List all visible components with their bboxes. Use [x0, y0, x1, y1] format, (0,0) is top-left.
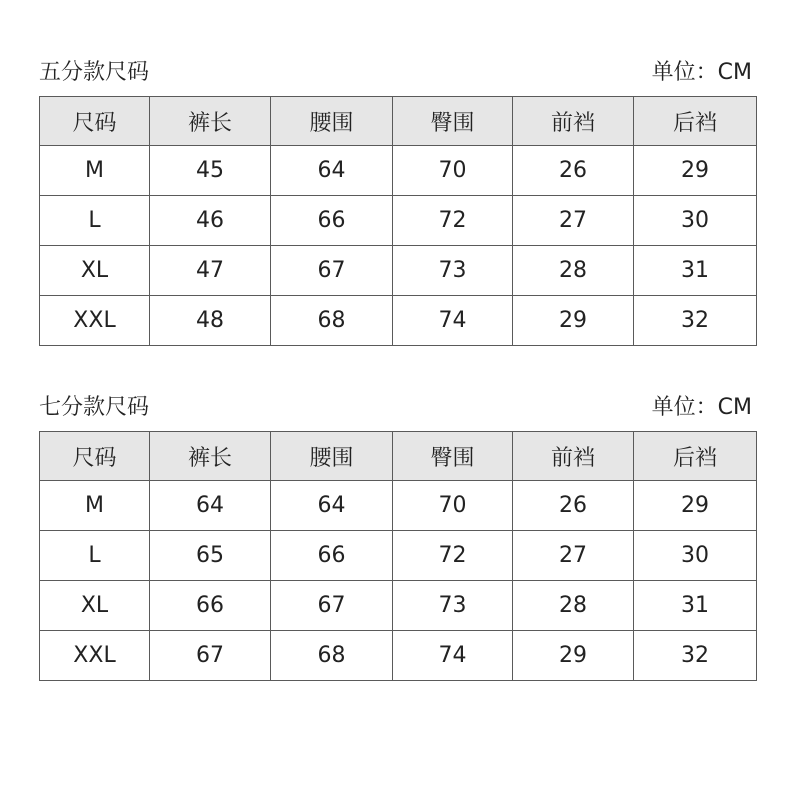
header-front-rise: 前裆 [513, 432, 634, 481]
table-cell: 46 [150, 196, 271, 246]
table-cell: 73 [393, 246, 513, 296]
table-cell: 32 [634, 631, 757, 681]
size-section-five-point [39, 58, 756, 333]
table-row [40, 631, 757, 681]
table-cell: 29 [513, 296, 634, 346]
table-cell: 30 [634, 196, 757, 246]
table-cell: 47 [150, 246, 271, 296]
header-back-rise: 后裆 [634, 432, 757, 481]
table-row [40, 296, 757, 346]
section-header [39, 393, 756, 431]
table-cell: 66 [150, 581, 271, 631]
header-waist: 腰围 [271, 97, 393, 146]
table-cell: L [40, 196, 150, 246]
table-cell: 64 [150, 481, 271, 531]
table-cell: 31 [634, 581, 757, 631]
header-size: 尺码 [40, 432, 150, 481]
table-cell: 26 [513, 146, 634, 196]
table-row [40, 531, 757, 581]
header-waist: 腰围 [271, 432, 393, 481]
section-header [39, 58, 756, 96]
table-cell: 65 [150, 531, 271, 581]
table-row [40, 196, 757, 246]
header-size: 尺码 [40, 97, 150, 146]
size-section-seven-point [39, 393, 756, 668]
header-length: 裤长 [150, 432, 271, 481]
table-cell: 31 [634, 246, 757, 296]
table-cell: 68 [271, 296, 393, 346]
table-cell: 48 [150, 296, 271, 346]
table-header-row [40, 97, 757, 146]
table-cell: M [40, 146, 150, 196]
section-title: 七分款尺码 [39, 395, 150, 420]
size-table [39, 431, 757, 681]
header-front-rise: 前裆 [513, 97, 634, 146]
table-cell: 67 [271, 246, 393, 296]
table-cell: 67 [150, 631, 271, 681]
table-cell: 74 [393, 296, 513, 346]
table-cell: 70 [393, 481, 513, 531]
table-cell: 66 [271, 196, 393, 246]
table-cell: 73 [393, 581, 513, 631]
table-row [40, 246, 757, 296]
table-cell: 74 [393, 631, 513, 681]
table-cell: 29 [634, 481, 757, 531]
table-cell: 29 [634, 146, 757, 196]
table-cell: XL [40, 246, 150, 296]
table-cell: 30 [634, 531, 757, 581]
table-row [40, 581, 757, 631]
table-cell: 28 [513, 246, 634, 296]
header-back-rise: 后裆 [634, 97, 757, 146]
table-cell: 45 [150, 146, 271, 196]
table-cell: 27 [513, 196, 634, 246]
table-row [40, 481, 757, 531]
table-cell: 67 [271, 581, 393, 631]
table-cell: 68 [271, 631, 393, 681]
table-cell: XXL [40, 631, 150, 681]
table-cell: L [40, 531, 150, 581]
table-cell: XXL [40, 296, 150, 346]
section-unit: 单位：CM [651, 395, 752, 420]
table-cell: XL [40, 581, 150, 631]
table-cell: 64 [271, 146, 393, 196]
table-cell: M [40, 481, 150, 531]
table-cell: 26 [513, 481, 634, 531]
table-cell: 64 [271, 481, 393, 531]
header-length: 裤长 [150, 97, 271, 146]
table-cell: 72 [393, 196, 513, 246]
header-hip: 臀围 [393, 432, 513, 481]
table-cell: 29 [513, 631, 634, 681]
table-cell: 66 [271, 531, 393, 581]
section-unit: 单位：CM [651, 60, 752, 85]
section-title: 五分款尺码 [39, 60, 150, 85]
size-table [39, 96, 757, 346]
table-cell: 72 [393, 531, 513, 581]
table-cell: 70 [393, 146, 513, 196]
table-cell: 27 [513, 531, 634, 581]
table-header-row [40, 432, 757, 481]
table-cell: 28 [513, 581, 634, 631]
header-hip: 臀围 [393, 97, 513, 146]
table-row [40, 146, 757, 196]
table-cell: 32 [634, 296, 757, 346]
